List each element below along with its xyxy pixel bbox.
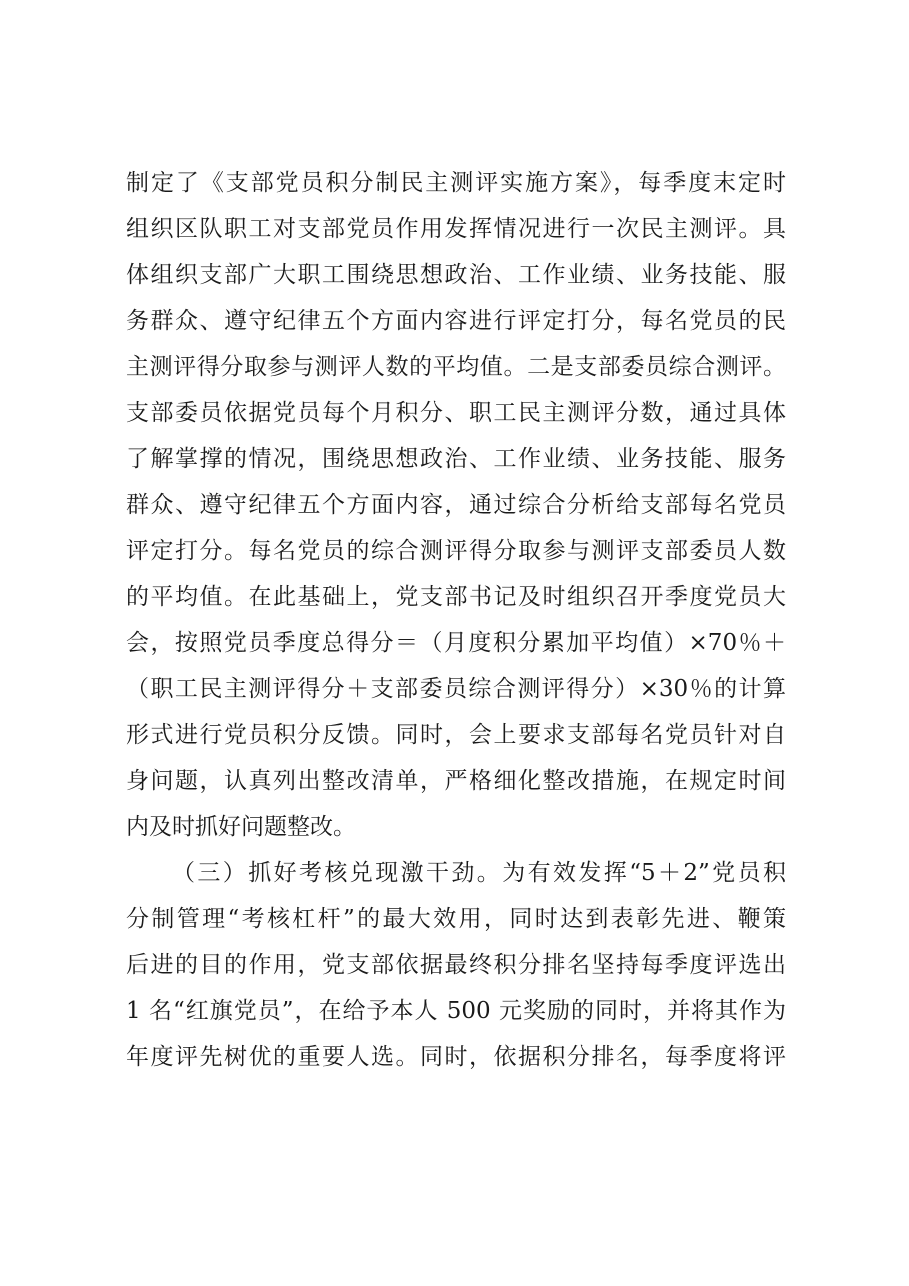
paragraph-1 bbox=[126, 160, 786, 850]
text-line: 评定打分。每名党员的综合测评得分取参与测评支部委员人数 bbox=[126, 538, 786, 564]
text-line: 形式进行党员积分反馈。同时，会上要求支部每名党员针对自 bbox=[126, 722, 786, 748]
text-line: （职工民主测评得分＋支部委员综合测评得分）×30％的计算 bbox=[126, 676, 786, 702]
text-line: 会，按照党员季度总得分＝（月度积分累加平均值）×70％＋ bbox=[126, 630, 786, 656]
text-line: 体组织支部广大职工围绕思想政治、工作业绩、业务技能、服 bbox=[126, 262, 786, 288]
text-line: 年度评先树优的重要人选。同时，依据积分排名，每季度将评 bbox=[126, 1044, 786, 1070]
text-line: 的平均值。在此基础上，党支部书记及时组织召开季度党员大 bbox=[126, 584, 786, 610]
text-line: 了解掌撑的情况，围绕思想政治、工作业绩、业务技能、服务 bbox=[126, 446, 786, 472]
text-line: 后进的目的作用，党支部依据最终积分排名坚持每季度评选出 bbox=[126, 952, 786, 978]
text-line: 组织区队职工对支部党员作用发挥情况进行一次民主测评。具 bbox=[126, 216, 786, 242]
text-line: 务群众、遵守纪律五个方面内容进行评定打分，每名党员的民 bbox=[126, 308, 786, 334]
text-line: 群众、遵守纪律五个方面内容，通过综合分析给支部每名党员 bbox=[126, 492, 786, 518]
text-line: 分制管理“考核杠杆”的最大效用，同时达到表彰先进、鞭策 bbox=[126, 906, 786, 932]
text-line: 主测评得分取参与测评人数的平均值。二是支部委员综合测评。 bbox=[126, 354, 786, 380]
text-line: （三）抓好考核兑现激干劲。为有效发挥“5＋2”党员积 bbox=[172, 860, 786, 886]
text-line: 支部委员依据党员每个月积分、职工民主测评分数，通过具体 bbox=[126, 400, 786, 426]
paragraph-2 bbox=[126, 850, 786, 1080]
text-line: 制定了《支部党员积分制民主测评实施方案》，每季度末定时 bbox=[126, 170, 786, 196]
text-line: 内及时抓好问题整改。 bbox=[126, 814, 356, 840]
text-line: 身问题，认真列出整改清单，严格细化整改措施，在规定时间 bbox=[126, 768, 786, 794]
text-line: 1 名“红旗党员”，在给予本人 500 元奖励的同时，并将其作为 bbox=[126, 998, 786, 1024]
